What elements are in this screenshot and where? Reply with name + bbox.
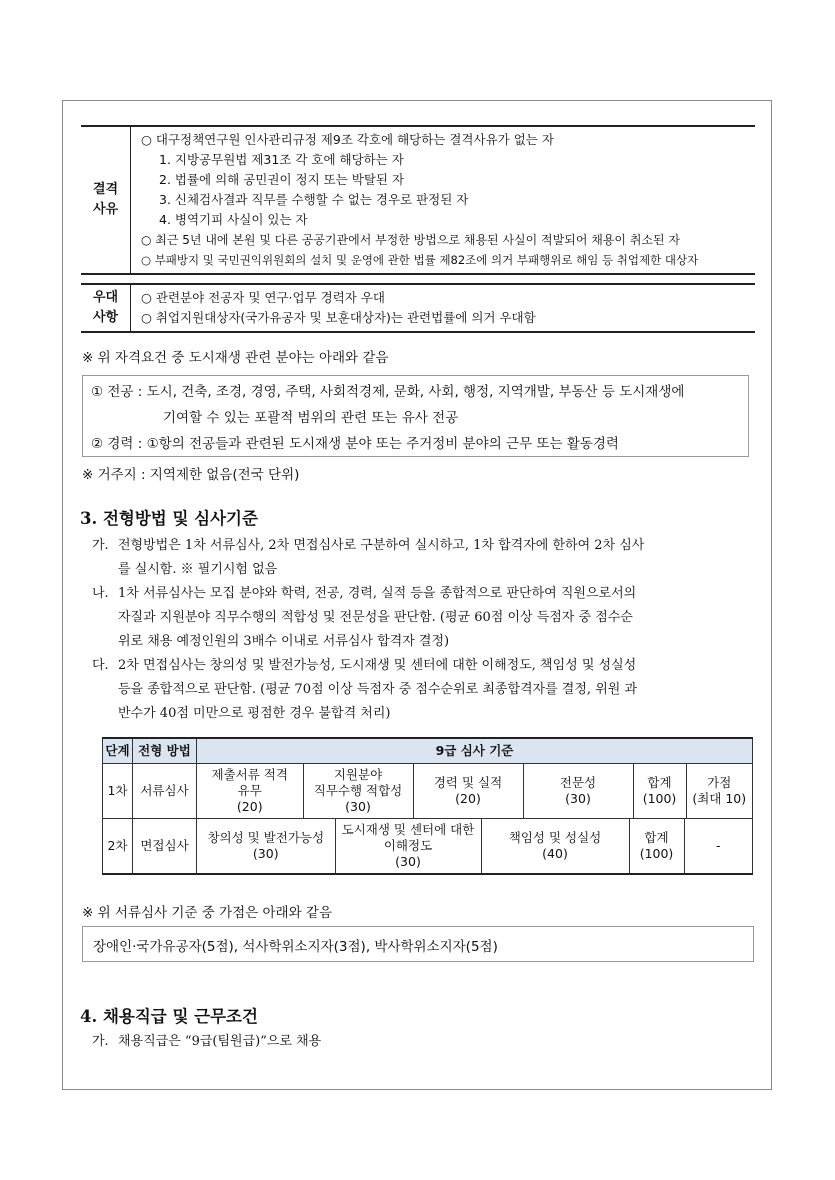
criteria-row-2 (103, 819, 753, 875)
preference-content (131, 284, 756, 332)
major-row-cont (91, 405, 740, 431)
cell-name: 지원분야 직무수행 적합성 (313, 767, 403, 798)
section4-body (92, 1030, 757, 1054)
cell-name: 도시재생 및 센터에 대한 이해정도 (341, 822, 475, 853)
preference-header: 우대 사항 (81, 284, 131, 332)
criteria-table (102, 737, 753, 875)
row2-cell (335, 819, 481, 873)
cell-name: 합계 (647, 775, 672, 790)
disq-line: 4. 병역기피 사실이 있는 자 (159, 212, 308, 227)
cell-score: (30) (252, 846, 279, 861)
row1-stage: 1차 (103, 764, 133, 819)
section3-item: 다. 2차 면접심사는 창의성 및 발전가능성, 도시재생 및 센터에 대한 이해정도, 책임성 및 성실성 등을 종합적으로 판단함. (평균 70점 이상 득점자 중 점수순위로 최종합격자를 결정, 위원 과 반수가 40점 미만으로 평점한 경우 불합격 처리) (92, 658, 637, 721)
note-bonus: ※ 위 서류심사 기준 중 가점은 아래와 같음 (82, 905, 333, 921)
cell-score: (30) (345, 799, 371, 814)
disqualification-content (131, 126, 756, 274)
cell-score: (30) (565, 791, 591, 806)
header-method: 전형 방법 (133, 738, 197, 764)
row1-cell (633, 764, 686, 818)
cell-score: (40) (542, 846, 568, 861)
row1-cell (303, 764, 413, 818)
career-label: ② 경력 : (91, 436, 147, 452)
row1-cell (686, 764, 752, 818)
disq-line: 2. 법률에 의해 공민권이 정지 또는 박탈된 자 (159, 172, 405, 187)
disq-line: ○ 최근 5년 내에 본원 및 다른 공공기관에서 부정한 방법으로 채용된 사실이 적발되어 채용이 취소된 자 (141, 233, 681, 247)
cell-score: (30) (395, 854, 421, 869)
cell-score: (20) (236, 799, 263, 814)
cell-name: 창의성 및 발전가능성 (207, 830, 325, 845)
pref-line: ○ 관련분야 전공자 및 연구·업무 경력자 우대 (141, 290, 385, 305)
row2-method: 면접심사 (133, 819, 197, 875)
row1-cell (413, 764, 523, 818)
section3-item: 가. 전형방법은 1차 서류심사, 2차 면접심사로 구분하여 실시하고, 1차 합격자에 한하여 2차 심사 를 실시함. ※ 필기시험 없음 (92, 538, 645, 577)
section4-item: 가. 채용직급은 “9급(팀원급)”으로 채용 (92, 1034, 322, 1049)
major-text-cont: 기여할 수 있는 포괄적 범위의 관련 또는 유사 전공 (163, 410, 459, 426)
career-row (91, 431, 740, 457)
row2-subgrid (197, 819, 752, 873)
urban-field-box (82, 375, 749, 457)
disqualification-header: 결격 사유 (81, 126, 131, 274)
cell-name: 경력 및 실적 (433, 775, 503, 790)
row1-method: 서류심사 (133, 764, 197, 819)
bonus-box: 장애인·국가유공자(5점), 석사학위소지자(3점), 박사학위소지자(5점) (82, 926, 754, 962)
disq-line: ○ 대구정책연구원 인사관리규정 제9조 각호에 해당하는 결격사유가 없는 자 (141, 132, 554, 147)
header-stage: 단계 (103, 738, 133, 764)
pref-line: ○ 취업지원대상자(국가유공자 및 보훈대상자)는 관련법률에 의거 우대함 (141, 310, 536, 325)
criteria-header-row (103, 738, 753, 764)
cell-name: 합계 (644, 830, 669, 845)
cell-score: (100) (639, 846, 674, 861)
cell-score: (최대 10) (692, 791, 747, 806)
row2-cell (684, 819, 752, 873)
cell-name: 가점 (707, 775, 732, 790)
disq-line: 3. 신체검사결과 직무를 수행할 수 없는 경우로 판정된 자 (159, 192, 469, 207)
row1-cell (197, 764, 303, 818)
section3-body (92, 534, 757, 726)
major-text: 도시, 건축, 조경, 경영, 주택, 사회적경제, 문화, 사회, 행정, 지역개발, 부동산 등 도시재생에 (146, 384, 685, 400)
row2-cell (481, 819, 629, 873)
major-row (91, 379, 740, 405)
qualification-table (81, 125, 755, 333)
criteria-row-1 (103, 764, 753, 819)
row2-cell (197, 819, 335, 873)
cell-name: - (715, 838, 721, 853)
disq-line: 1. 지방공무원법 제31조 각 호에 해당하는 자 (159, 152, 404, 167)
career-text: ①항의 전공들과 관련된 도시재생 분야 또는 주거정비 분야의 근무 또는 활동경력 (146, 436, 619, 452)
note-urban: ※ 위 자격요건 중 도시재생 관련 분야는 아래와 같음 (82, 350, 389, 366)
cell-score: (20) (455, 791, 481, 806)
note-residence: ※ 거주지 : 지역제한 없음(전국 단위) (82, 467, 300, 483)
cell-name: 책임성 및 성실성 (508, 830, 602, 845)
disq-line: ○ 부패방지 및 국민권익위원회의 설치 및 운영에 관한 법률 제82조에 의거 부패행위로 해임 등 취업제한 대상자 (141, 253, 699, 267)
section3-title: 3. 전형방법 및 심사기준 (80, 509, 258, 528)
row2-cell (629, 819, 684, 873)
cell-score: (100) (642, 791, 677, 806)
major-label: ① 전공 : (91, 384, 147, 400)
disqualification-row (81, 126, 755, 274)
section3-item: 나. 1차 서류심사는 모집 분야와 학력, 전공, 경력, 실적 등을 종합적으로 판단하여 직원으로서의 자질과 지원분야 직무수행의 적합성 및 전문성을 판단함. (평균 60점 이상 득점자 중 점수순 위로 채용 예정인원의 3배수 이내로 서류심사 합격자 결정) (92, 586, 637, 649)
cell-name: 전문성 (559, 775, 597, 790)
cell-name: 제출서류 적격 유무 (211, 767, 288, 798)
preference-row (81, 284, 755, 332)
section4-title: 4. 채용직급 및 근무조건 (80, 1007, 258, 1026)
row1-cell (523, 764, 633, 818)
row1-subgrid (197, 764, 752, 818)
header-criteria: 9급 심사 기준 (197, 738, 753, 764)
row2-stage: 2차 (103, 819, 133, 875)
